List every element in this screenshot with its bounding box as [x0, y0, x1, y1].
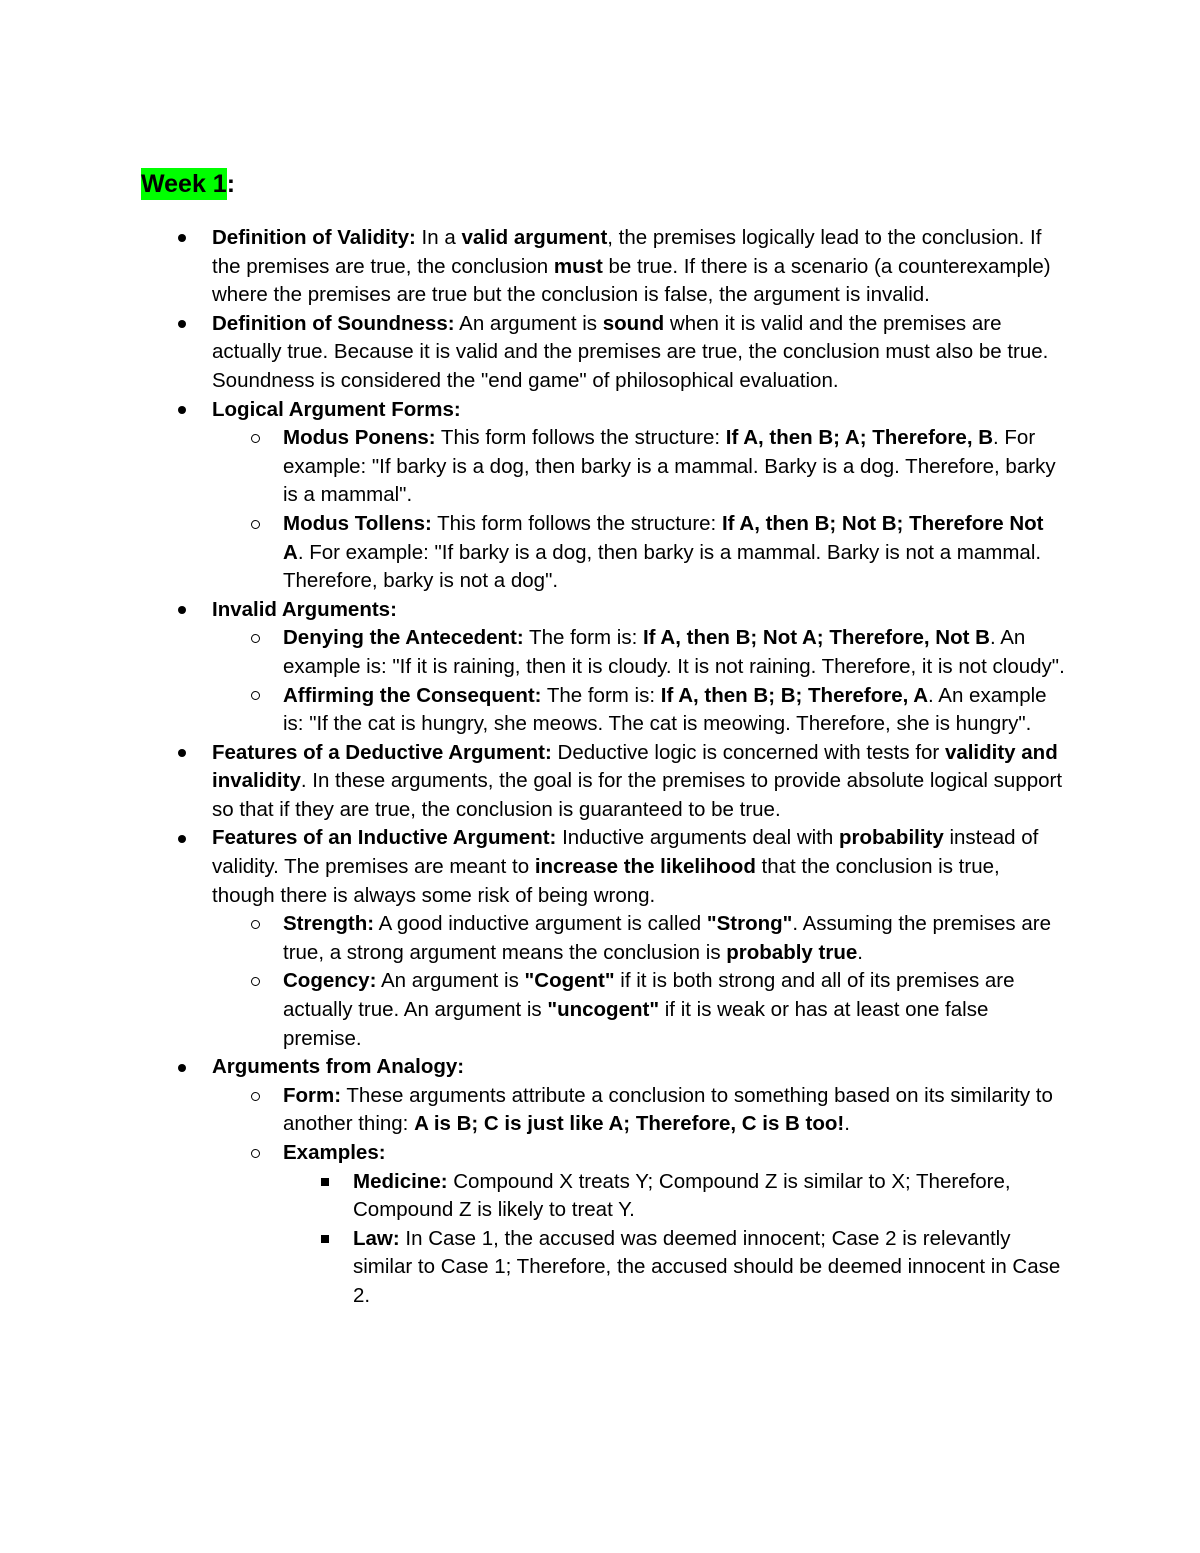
- bold-text: Arguments from Analogy:: [212, 1055, 465, 1079]
- bold-text: Definition of Validity:: [212, 226, 416, 249]
- text: An argument is: [454, 311, 603, 335]
- bold-text: Strength:: [283, 912, 375, 936]
- bold-text: Features of a Deductive Argument:: [212, 740, 552, 764]
- text: . Assuming the premises are true, a strong argument means the conclusion is: [283, 912, 1052, 964]
- bold-text: Modus Tollens:: [283, 511, 432, 535]
- list-item: [283, 1139, 1065, 1168]
- bullet-circle-icon: [245, 624, 265, 653]
- bold-text: If A, then B; A; Therefore, B: [725, 426, 994, 450]
- bold-text: Features of an Inductive Argument:: [212, 826, 557, 850]
- text: that the conclusion is true, though there is always some risk of being wrong.: [212, 855, 1000, 907]
- bullet-circle-icon: [245, 910, 265, 939]
- text: if it is both strong and all of its premises are actually true. An argument is: [283, 969, 1015, 1022]
- bold-text: increase the likelihood: [534, 855, 756, 879]
- list-item: [212, 739, 1064, 825]
- list-item: [283, 624, 1065, 681]
- bold-text: Cogency:: [283, 969, 377, 993]
- text: . For example: "If barky is a dog, then barky is a mammal. Barky is not a mammal. Therefore, barky is not a dog".: [283, 540, 1042, 593]
- list-item: [212, 824, 1064, 910]
- text: The form is:: [541, 683, 661, 707]
- bold-text: "uncogent": [547, 998, 660, 1022]
- list-item: [353, 1168, 1065, 1225]
- bold-text: "Cogent": [524, 969, 615, 993]
- text: . In these arguments, the goal is for the premises to provide absolute logical support so that if they are true, the conclusion is guaranteed to be true.: [212, 769, 1063, 821]
- text: This form follows the structure:: [435, 426, 726, 450]
- text: instead of validity. The premises are meant to: [212, 826, 1039, 879]
- list-item: [283, 967, 1065, 1053]
- bullet-circle-icon: [245, 682, 265, 711]
- bold-text: must: [553, 254, 603, 278]
- bold-text: Form:: [283, 1083, 342, 1107]
- list-item: [283, 910, 1065, 967]
- list-item: [283, 510, 1065, 596]
- bullet-disc-icon: [172, 596, 192, 625]
- text: .: [857, 940, 863, 964]
- bold-text: valid argument: [461, 226, 608, 249]
- list-item: [283, 682, 1065, 739]
- text: be true. If there is a scenario (a counterexample) where the premises are true but the conclusion is false, the argument is invalid.: [212, 254, 1051, 307]
- bold-text: A is B; C is just like A; Therefore, C is B too!: [414, 1112, 845, 1136]
- list-item: [212, 310, 1064, 396]
- text: The form is:: [523, 626, 643, 650]
- text: In a: [415, 226, 462, 249]
- bold-text: Affirming the Consequent:: [283, 683, 542, 707]
- page-title: [141, 166, 235, 202]
- text: . An example is: "If the cat is hungry, she meows. The cat is meowing. Therefore, she is hungry".: [283, 683, 1047, 736]
- bullet-disc-icon: [172, 396, 192, 425]
- text: . For example: "If barky is a dog, then barky is a mammal. Barky is a dog. Therefore, barky is a mammal".: [283, 426, 1056, 507]
- bold-text: probably true: [726, 940, 858, 964]
- bold-text: "Strong": [706, 912, 793, 936]
- bold-text: validity and invalidity: [212, 740, 1058, 793]
- title-highlight: Week 1: [141, 170, 227, 198]
- text: , the premises logically lead to the conclusion. If the premises are true, the conclusion: [212, 226, 1042, 278]
- bold-text: If A, then B; Not B; Therefore Not A: [283, 511, 1044, 564]
- bold-text: If A, then B; Not A; Therefore, Not B: [642, 626, 990, 650]
- bold-text: If A, then B; B; Therefore, A: [660, 683, 929, 707]
- text: if it is weak or has at least one false premise.: [283, 998, 989, 1050]
- bullet-circle-icon: [245, 1139, 265, 1168]
- notes-list: [0, 224, 1200, 1311]
- bullet-disc-icon: [172, 824, 192, 853]
- text: Inductive arguments deal with: [556, 826, 839, 850]
- text: An argument is: [376, 969, 525, 993]
- bold-text: Examples:: [283, 1141, 386, 1164]
- bullet-circle-icon: [245, 1082, 265, 1111]
- bold-text: Law:: [353, 1226, 400, 1250]
- text: when it is valid and the premises are actually true. Because it is valid and the premises are true, the conclusion must also be true. Soundness is considered the "end game" of philosophical evaluation.: [212, 311, 1049, 392]
- bullet-square-icon: [315, 1225, 335, 1254]
- list-item: [212, 396, 1064, 425]
- bold-text: Denying the Antecedent:: [283, 626, 524, 650]
- bold-text: Definition of Soundness:: [212, 311, 455, 335]
- title-suffix: :: [226, 170, 236, 198]
- bullet-disc-icon: [172, 310, 192, 339]
- bullet-square-icon: [315, 1168, 335, 1197]
- bullet-disc-icon: [172, 224, 192, 253]
- list-item: [212, 596, 1064, 625]
- list-item: [283, 1082, 1065, 1139]
- bold-text: Medicine:: [353, 1169, 448, 1193]
- text: Compound X treats Y; Compound Z is similar to X; Therefore, Compound Z is likely to treat Y.: [353, 1169, 1011, 1222]
- text: .: [844, 1112, 850, 1136]
- bullet-circle-icon: [245, 510, 265, 539]
- text: These arguments attribute a conclusion to something based on its similarity to another thing:: [283, 1083, 1053, 1136]
- text: This form follows the structure:: [431, 511, 722, 535]
- bold-text: probability: [838, 826, 944, 850]
- bold-text: sound: [602, 311, 665, 335]
- bullet-circle-icon: [245, 967, 265, 996]
- text: Deductive logic is concerned with tests for: [551, 740, 945, 764]
- list-item: [212, 1053, 1064, 1082]
- bullet-disc-icon: [172, 739, 192, 768]
- list-item: [283, 424, 1065, 510]
- text: A good inductive argument is called: [374, 912, 707, 936]
- list-item: [353, 1225, 1065, 1311]
- bullet-disc-icon: [172, 1053, 192, 1082]
- text: . An example is: "If it is raining, then it is cloudy. It is not raining. Therefore, it is not cloudy".: [283, 626, 1065, 678]
- list-item: [212, 224, 1064, 310]
- text: In Case 1, the accused was deemed innocent; Case 2 is relevantly similar to Case 1; Therefore, the accused should be deemed innocent in Case 2.: [353, 1226, 1061, 1307]
- bullet-circle-icon: [245, 424, 265, 453]
- bold-text: Modus Ponens:: [283, 426, 436, 450]
- bold-text: Invalid Arguments:: [212, 597, 397, 621]
- bold-text: Logical Argument Forms:: [212, 397, 461, 421]
